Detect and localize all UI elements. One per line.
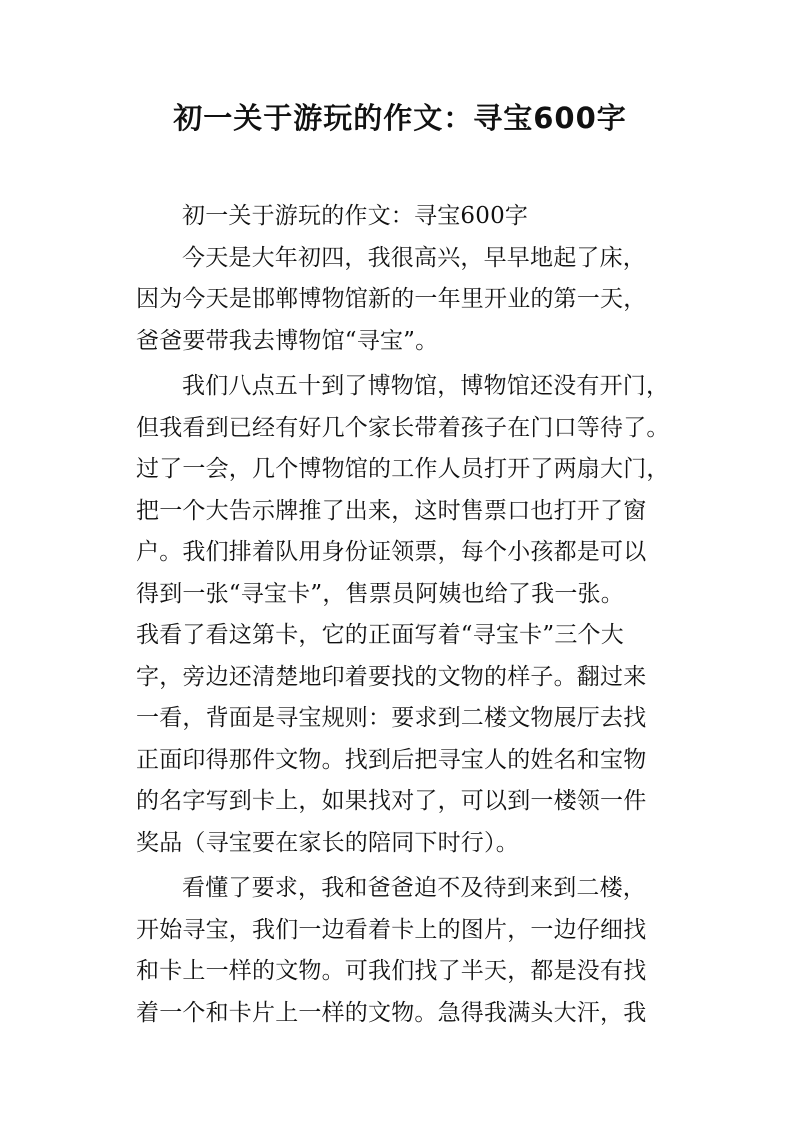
subtitle-line: 初一关于游玩的作文：寻宝600字 xyxy=(182,203,529,229)
paragraph-1-line-1: 今天是大年初四，我很高兴，早早地起了床， xyxy=(182,244,646,271)
paragraph-2-line-11: 的名字写到卡上，如果找对了，可以到一楼领一件 xyxy=(136,788,647,814)
paragraph-2-line-3: 过了一会，几个博物馆的工作人员打开了两扇大门， xyxy=(136,456,670,482)
paragraph-3-line-3: 和卡上一样的文物。可我们找了半天，都是没有找 xyxy=(136,958,647,984)
paragraph-1-line-3: 爸爸要带我去博物馆“寻宝”。 xyxy=(136,327,439,354)
paragraph-2-line-8: 字，旁边还清楚地印着要找的文物的样子。翻过来 xyxy=(136,663,647,690)
paragraph-3-line-2: 开始寻宝，我们一边看着卡上的图片，一边仔细找 xyxy=(136,916,647,943)
paragraph-2-line-2: 但我看到已经有好几个家长带着孩子在门口等待了。 xyxy=(136,414,670,441)
paragraph-3-line-1: 看懂了要求，我和爸爸迫不及待到来到二楼， xyxy=(182,875,646,901)
paragraph-2-line-12: 奖品（寻宝要在家长的陪同下时行）。 xyxy=(136,829,519,856)
article-body xyxy=(136,196,696,1034)
document-title: 初一关于游玩的作文：寻宝600字 xyxy=(173,101,627,135)
paragraph-2-line-9: 一看，背面是寻宝规则：要求到二楼文物展厅去找 xyxy=(136,705,647,731)
paragraph-1-line-2: 因为今天是邯郸博物馆新的一年里开业的第一天， xyxy=(136,286,647,312)
paragraph-2-line-1: 我们八点五十到了博物馆，博物馆还没有开门， xyxy=(182,373,670,399)
paragraph-2-line-7: 我看了看这第卡，它的正面写着“寻宝卡”三个大 xyxy=(136,622,624,648)
paragraph-3-line-4: 着一个和卡片上一样的文物。急得我满头大汗，我 xyxy=(136,999,647,1026)
paragraph-2-line-6: 得到一张“寻宝卡”，售票员阿姨也给了我一张。 xyxy=(136,580,624,607)
paragraph-2-line-10: 正面印得那件文物。找到后把寻宝人的姓名和宝物 xyxy=(136,746,647,773)
paragraph-2-line-5: 户。我们排着队用身份证领票，每个小孩都是可以 xyxy=(136,539,647,565)
paragraph-2-line-4: 把一个大告示牌推了出来，这时售票口也打开了窗 xyxy=(136,497,647,524)
